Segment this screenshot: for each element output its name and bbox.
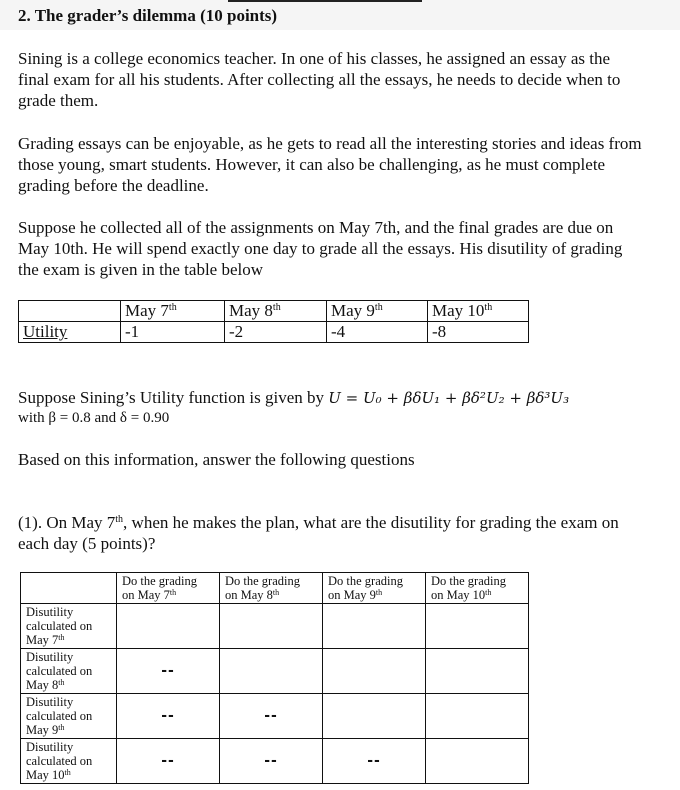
grading-row-label: Disutility calculated on May 10th [21,739,117,784]
utility-table-header-row [19,301,529,322]
grading-row-may9 [21,694,529,739]
answer-cell[interactable] [426,649,529,694]
answer-cell[interactable] [117,604,220,649]
utility-header-may10: May 10th [428,301,529,322]
answer-cell[interactable] [426,694,529,739]
not-applicable-cell: -- [117,649,220,694]
utility-header-may7: May 7th [121,301,225,322]
not-applicable-cell: -- [323,739,426,784]
answer-cell[interactable] [323,649,426,694]
grading-col-may8: Do the grading on May 8th [220,573,323,604]
grading-col-may10: Do the grading on May 10th [426,573,529,604]
answer-cell[interactable] [220,649,323,694]
top-rule [228,0,422,2]
utility-table [18,300,529,343]
grading-row-label: Disutility calculated on May 8th [21,649,117,694]
answer-cell[interactable] [426,739,529,784]
intro-paragraph: Sining is a college economics teacher. In one of his classes, he assigned an essay as the final exam for all his students. After collecting all the essays, he needs to decide when to grade them. [18,49,621,110]
utility-table-corner [19,301,121,322]
question-heading: 2. The grader’s dilemma (10 points) [18,6,278,25]
utility-header-may8: May 8th [225,301,327,322]
grading-row-may8 [21,649,529,694]
grading-table-corner [21,573,117,604]
grading-col-may7: Do the grading on May 7th [117,573,220,604]
question-1: (1). On May 7th, when he makes the plan, what are the disutility for grading the exam on each day (5 points)? [18,513,619,553]
not-applicable-cell: -- [117,694,220,739]
not-applicable-cell: -- [220,739,323,784]
utility-function-line: Suppose Sining’s Utility function is given by U = U₀ + βδU₁ + βδ²U₂ + βδ³U₃ [18,388,570,407]
answer-cell[interactable] [220,604,323,649]
answer-cell[interactable] [426,604,529,649]
utility-value-may10: -8 [428,322,529,343]
deadline-paragraph: Suppose he collected all of the assignments on May 7th, and the final grades are due on May 10th. He will spend exactly one day to grade all the essays. His disutility of grading the exam is given in the table below [18,218,623,279]
utility-row-label: Utility [19,322,121,343]
utility-value-may9: -4 [327,322,428,343]
answer-cell[interactable] [323,694,426,739]
answer-cell[interactable] [323,604,426,649]
grading-row-label: Disutility calculated on May 9th [21,694,117,739]
grading-paragraph: Grading essays can be enjoyable, as he gets to read all the interesting stories and ideas from those young, smart students. However, it can also be challenging, as he must complete grading before the deadline. [18,134,642,195]
grading-table-header-row [21,573,529,604]
not-applicable-cell: -- [117,739,220,784]
grading-col-may9: Do the grading on May 9th [323,573,426,604]
grading-row-may10 [21,739,529,784]
utility-table-value-row [19,322,529,343]
grading-row-label: Disutility calculated on May 7th [21,604,117,649]
grading-row-may7 [21,604,529,649]
utility-equation: U = U₀ + βδU₁ + βδ²U₂ + βδ³U₃ [328,389,570,407]
parameter-line: with β = 0.8 and δ = 0.90 [18,410,170,426]
utility-value-may7: -1 [121,322,225,343]
utility-value-may8: -2 [225,322,327,343]
utility-header-may9: May 9th [327,301,428,322]
grading-table [20,572,529,784]
not-applicable-cell: -- [220,694,323,739]
instructions-line: Based on this information, answer the following questions [18,450,415,469]
